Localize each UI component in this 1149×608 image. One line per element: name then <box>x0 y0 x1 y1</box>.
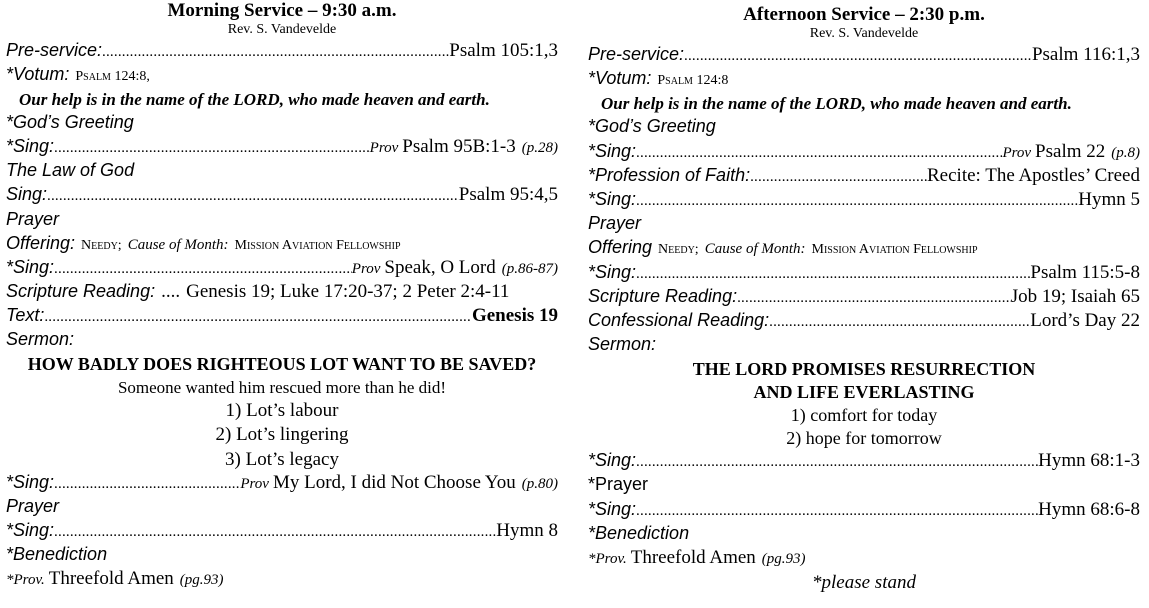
amen-value: Threefold Amen <box>630 547 756 568</box>
leader-dots <box>636 145 1002 162</box>
afternoon-prayer-row <box>588 213 1140 237</box>
sing-label: *Sing: <box>588 140 637 161</box>
afternoon-service-column <box>588 0 1140 595</box>
offering-label: Offering: <box>6 232 76 253</box>
afternoon-prayer2-row <box>588 474 1140 498</box>
sing-label: *Sing: <box>6 256 55 277</box>
votum-reference: Psalm 124:8 <box>657 73 729 89</box>
afternoon-scripture-row <box>588 286 1140 310</box>
offering-cause: Mission Aviation Fellowship <box>811 242 978 258</box>
sing-value: Psalm 115:5-8 <box>1030 261 1140 283</box>
sermon-subtitle: Someone wanted him rescued more than he did! <box>117 378 447 398</box>
morning-sing1-row <box>6 136 558 160</box>
prayer-label: Prayer <box>6 496 60 517</box>
scripture-dots: .... <box>161 280 181 302</box>
leader-dots <box>47 188 459 205</box>
sing-label: *Sing: <box>6 136 55 157</box>
prov-note: Prov <box>1002 144 1032 161</box>
prov-note: *Prov. <box>588 551 627 567</box>
sermon-title-line2: AND LIFE EVERLASTING <box>753 382 975 403</box>
cause-label: Cause of Month: <box>704 241 806 258</box>
morning-sermon-row <box>6 329 558 353</box>
profession-label: *Profession of Faith: <box>588 164 751 185</box>
prayer-label: Prayer <box>6 208 60 229</box>
morning-service-title: Morning Service – 9:30 a.m. <box>167 0 397 21</box>
page-ref: (pg.93) <box>179 572 224 589</box>
text-label: Text: <box>6 304 45 325</box>
morning-sing5-row <box>6 520 558 544</box>
leader-dots <box>54 140 370 157</box>
sing-label: *Sing: <box>6 520 55 541</box>
confessional-value: Lord’s Day 22 <box>1030 309 1140 331</box>
leader-dots <box>684 48 1032 65</box>
offering-needy: Needy; <box>658 242 699 258</box>
sing-value: Hymn 68:6-8 <box>1038 498 1140 520</box>
votum-label: *Votum: <box>6 64 70 85</box>
morning-scripture-row <box>6 281 558 305</box>
sing-value: My Lord, I did Not Choose You <box>272 472 516 494</box>
morning-sing3-row <box>6 257 558 281</box>
offering-needy: Needy; <box>81 237 122 253</box>
offering-cause-label <box>705 241 806 258</box>
preservice-value: Psalm 116:1,3 <box>1031 44 1140 65</box>
leader-dots <box>54 524 496 541</box>
sing-value: Speak, O Lord <box>384 256 496 278</box>
morning-offering-row <box>6 233 558 257</box>
scripture-label: Scripture Reading: <box>6 280 156 301</box>
morning-text-row <box>6 305 558 329</box>
morning-prayer-row <box>6 209 558 233</box>
leader-dots <box>102 44 449 61</box>
preservice-value: Psalm 105:1,3 <box>449 40 558 61</box>
leader-dots <box>636 266 1030 283</box>
confessional-label: Confessional Reading: <box>588 309 770 330</box>
scripture-value: Genesis 19; Luke 17:20-37; 2 Peter 2:4-11 <box>186 280 510 302</box>
page-ref: (pg.93) <box>761 551 806 567</box>
preservice-label: Pre-service: <box>6 40 103 60</box>
sing-value: Psalm 22 <box>1035 140 1106 162</box>
morning-sing4-row <box>6 472 558 496</box>
afternoon-benediction-row <box>588 523 1140 547</box>
votum-text: Our help is in the name of the LORD, who made heaven and earth. <box>601 94 1072 114</box>
afternoon-sing4-row <box>588 450 1140 474</box>
prov-note: Prov <box>369 140 399 157</box>
morning-greeting-row <box>6 112 558 136</box>
afternoon-confessional-row <box>588 310 1140 334</box>
sermon-point: 1) Lot’s labour <box>225 400 339 422</box>
sing-value: Psalm 95B:1-3 <box>402 136 516 158</box>
sing-label: *Sing: <box>588 498 637 519</box>
amen-value: Threefold Amen <box>48 568 174 590</box>
profession-value: Recite: The Apostles’ Creed <box>927 164 1140 186</box>
leader-dots <box>769 314 1030 331</box>
page-ref: (p.28) <box>521 140 558 157</box>
benediction-label: *Benediction <box>588 522 690 543</box>
afternoon-votum-row <box>588 68 1140 92</box>
leader-dots <box>54 476 240 493</box>
afternoon-sermon-row <box>588 334 1140 358</box>
offering-label: Offering <box>588 237 653 258</box>
sing-value: Hymn 68:1-3 <box>1038 450 1140 472</box>
votum-text: Our help is in the name of the LORD, who made heaven and earth. <box>19 90 490 110</box>
page-ref: (p.86-87) <box>501 260 558 277</box>
morning-prayer2-row <box>6 496 558 520</box>
morning-law-row <box>6 160 558 184</box>
greeting-label: *God’s Greeting <box>588 116 716 137</box>
offering-cause: Mission Aviation Fellowship <box>234 237 401 253</box>
sing-value: Hymn 8 <box>496 520 558 542</box>
leader-dots <box>54 261 352 278</box>
prayer-label: Prayer <box>588 213 642 234</box>
prayer-label: *Prayer <box>588 474 649 495</box>
sermon-point: 1) comfort for today <box>790 405 938 426</box>
leader-dots <box>44 309 472 326</box>
sermon-title-line1: THE LORD PROMISES RESURRECTION <box>692 359 1036 380</box>
sing-label: *Sing: <box>588 261 637 282</box>
afternoon-profession-row <box>588 165 1140 189</box>
afternoon-sing1-row <box>588 141 1140 165</box>
afternoon-sing5-row <box>588 499 1140 523</box>
afternoon-greeting-row <box>588 116 1140 140</box>
afternoon-amen-row <box>588 547 1140 571</box>
offering-cause-label <box>128 237 229 254</box>
votum-label: *Votum: <box>588 68 652 89</box>
sermon-label: Sermon: <box>588 334 657 355</box>
leader-dots <box>636 193 1078 210</box>
scripture-label: Scripture Reading: <box>588 285 738 306</box>
morning-votum-row <box>6 64 558 88</box>
afternoon-sing3-row <box>588 262 1140 286</box>
morning-service-column <box>6 0 558 592</box>
morning-minister: Rev. S. Vandevelde <box>227 22 337 37</box>
leader-dots <box>636 503 1038 520</box>
sermon-point: 2) hope for tomorrow <box>786 428 942 449</box>
afternoon-service-title: Afternoon Service – 2:30 p.m. <box>743 4 985 25</box>
page-ref: (p.80) <box>521 476 558 493</box>
sing-label: *Sing: <box>6 472 55 493</box>
leader-dots <box>737 290 1011 307</box>
text-value: Genesis 19 <box>471 304 558 326</box>
sermon-label: Sermon: <box>6 329 75 350</box>
prov-note: Prov <box>351 260 381 277</box>
prov-note: *Prov. <box>6 572 45 589</box>
sing-value: Psalm 95:4,5 <box>458 184 558 206</box>
leader-dots <box>636 454 1038 471</box>
sing-label: *Sing: <box>588 450 637 471</box>
morning-benediction-row <box>6 544 558 568</box>
afternoon-offering-row <box>588 237 1140 261</box>
sing-label: *Sing: <box>588 188 637 209</box>
scripture-value: Job 19; Isaiah 65 <box>1010 285 1140 307</box>
morning-sing2-row <box>6 184 558 208</box>
preservice-label: Pre-service: <box>588 44 685 64</box>
afternoon-preservice-row <box>588 44 1140 68</box>
sing-value: Hymn 5 <box>1078 188 1140 210</box>
votum-reference: Psalm 124:8, <box>75 69 150 85</box>
please-stand-note: *please stand <box>812 572 916 594</box>
law-label: The Law of God <box>6 160 135 181</box>
morning-amen-row <box>6 568 558 592</box>
sermon-point: 2) Lot’s lingering <box>215 424 349 446</box>
cause-label: Cause of Month: <box>127 236 229 253</box>
afternoon-minister: Rev. S. Vandevelde <box>809 26 919 41</box>
sing-label: Sing: <box>6 184 48 205</box>
prov-note: Prov <box>240 476 269 493</box>
leader-dots <box>750 169 927 186</box>
page-ref: (p.8) <box>1111 144 1140 161</box>
afternoon-sing2-row <box>588 189 1140 213</box>
sermon-title: HOW BADLY DOES RIGHTEOUS LOT WANT TO BE SAVED? <box>27 354 537 375</box>
greeting-label: *God’s Greeting <box>6 112 134 133</box>
sermon-point: 3) Lot’s legacy <box>225 448 339 470</box>
morning-preservice-row <box>6 40 558 64</box>
benediction-label: *Benediction <box>6 544 108 565</box>
